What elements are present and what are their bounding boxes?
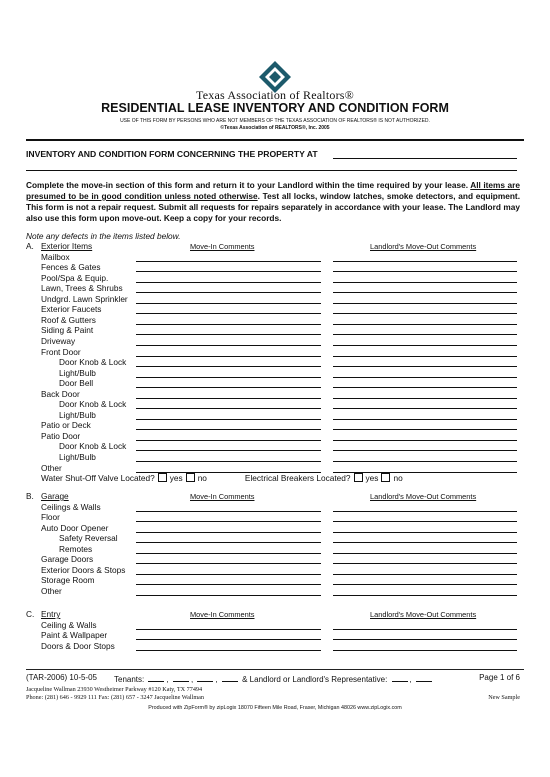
initials-row [114, 673, 434, 684]
inventory-item-label: Floor [41, 512, 60, 523]
inventory-item-label: Back Door [41, 388, 80, 399]
inventory-item-label: Ceilings & Walls [41, 501, 101, 512]
move-out-comment-field[interactable] [333, 377, 517, 378]
yes-label: yes [365, 473, 379, 484]
inventory-item-label: Driveway [41, 335, 76, 346]
inventory-item-label: Exterior Doors & Stops [41, 564, 126, 575]
tenants-label: Tenants: [114, 675, 145, 684]
inventory-item-label: Auto Door Opener [41, 522, 109, 533]
move-in-comment-field[interactable] [136, 574, 321, 575]
inventory-item-label: Light/Bulb [59, 409, 96, 420]
move-out-comment-field[interactable] [333, 629, 517, 630]
move-in-comment-field[interactable] [136, 408, 321, 409]
inventory-item-label: Exterior Faucets [41, 304, 102, 315]
move-in-comment-field[interactable] [136, 345, 321, 346]
inventory-item-label: Storage Room [41, 575, 95, 586]
move-out-column-header: Landlord's Move-Out Comments [370, 492, 477, 501]
landlord-initial-2[interactable] [416, 673, 432, 682]
footer-divider [26, 669, 524, 670]
move-out-column-header: Landlord's Move-Out Comments [370, 242, 477, 251]
inventory-item-label: Door Knob & Lock [59, 357, 127, 368]
move-out-comment-field[interactable] [333, 440, 517, 441]
inventory-item-label: Patio Door [41, 430, 81, 441]
move-in-column-header: Move-In Comments [190, 610, 255, 619]
move-out-comment-field[interactable] [333, 553, 517, 554]
move-in-column-header: Move-In Comments [190, 242, 255, 251]
move-out-comment-field[interactable] [333, 532, 517, 533]
inventory-item-label: Door Bell [59, 378, 94, 389]
move-in-comment-field[interactable] [136, 398, 321, 399]
move-out-comment-field[interactable] [333, 356, 517, 357]
move-in-comment-field[interactable] [136, 553, 321, 554]
inventory-item-label: Lawn, Trees & Shrubs [41, 283, 123, 294]
move-in-comment-field[interactable] [136, 271, 321, 272]
move-out-comment-field[interactable] [333, 429, 517, 430]
move-out-comment-field[interactable] [333, 511, 517, 512]
section-title: Entry [41, 609, 61, 619]
form-id: (TAR-2006) 10-5-05 [26, 673, 97, 682]
inventory-item-label: Other [41, 585, 62, 596]
move-in-comment-field[interactable] [136, 282, 321, 283]
move-in-comment-field[interactable] [136, 377, 321, 378]
move-out-comment-field[interactable] [333, 282, 517, 283]
form-title: RESIDENTIAL LEASE INVENTORY AND CONDITION FORM [101, 101, 449, 115]
sep-4: , [409, 675, 412, 684]
water-yes-checkbox[interactable] [158, 473, 167, 482]
move-in-column-header: Move-In Comments [190, 492, 255, 501]
inventory-item-label: Safety Reversal [59, 533, 118, 544]
inventory-item-label: Garage Doors [41, 554, 94, 565]
water-no-checkbox[interactable] [186, 473, 195, 482]
move-out-comment-field[interactable] [333, 584, 517, 585]
inventory-item-label: Patio or Deck [41, 420, 91, 431]
tenant-initial-2[interactable] [173, 673, 189, 682]
tenant-initial-3[interactable] [197, 673, 213, 682]
move-in-comment-field[interactable] [136, 440, 321, 441]
move-in-comment-field[interactable] [136, 511, 321, 512]
move-in-comment-field[interactable] [136, 450, 321, 451]
move-in-comment-field[interactable] [136, 629, 321, 630]
section-title: Garage [41, 491, 69, 501]
yes-label: yes [169, 473, 183, 484]
move-out-comment-field[interactable] [333, 345, 517, 346]
move-in-comment-field[interactable] [136, 461, 321, 462]
inventory-item-label: Other [41, 462, 62, 473]
move-out-comment-field[interactable] [333, 387, 517, 388]
move-in-comment-field[interactable] [136, 639, 321, 640]
inventory-item-label: Light/Bulb [59, 452, 96, 462]
move-out-comment-field[interactable] [333, 366, 517, 367]
breakers-yes-checkbox[interactable] [354, 473, 363, 482]
move-in-comment-field[interactable] [136, 313, 321, 314]
move-out-comment-field[interactable] [333, 334, 517, 335]
instructions-paragraph: Complete the move-in section of this form and return it to your Landlord within the time required by your lease. All items are presumed to be in good condition unless noted otherwise. Test all locks, window latches, smoke detectors, and equipment. This form is not a repair request. Submit all requests for repairs separately in accordance with your lease. The Landlord may also use this form upon move-out. Keep a copy for your records. [26, 180, 520, 223]
move-out-comment-field[interactable] [333, 398, 517, 399]
inventory-item-label: Roof & Gutters [41, 314, 96, 325]
move-out-comment-field[interactable] [333, 303, 517, 304]
move-out-comment-field[interactable] [333, 542, 517, 543]
inventory-item-label: Door Knob & Lock [59, 441, 127, 452]
section-letter: B. [26, 491, 34, 501]
broker-line-2: Phone: (281) 646 - 9929 111 Fax: (281) 657 - 3247 Jacqueline Wallman [26, 694, 204, 701]
move-in-comment-field[interactable] [136, 356, 321, 357]
move-in-comment-field[interactable] [136, 334, 321, 335]
move-in-comment-field[interactable] [136, 532, 321, 533]
defects-note: Note any defects in the items listed below. [26, 231, 181, 241]
inventory-item-label: Front Door [41, 346, 81, 357]
move-out-comment-field[interactable] [333, 419, 517, 420]
copyright-notice: ©Texas Association of REALTORS®, Inc. 2005 [220, 125, 330, 131]
move-in-comment-field[interactable] [136, 324, 321, 325]
move-in-comment-field[interactable] [136, 261, 321, 262]
move-in-comment-field[interactable] [136, 292, 321, 293]
usage-notice: USE OF THIS FORM BY PERSONS WHO ARE NOT MEMBERS OF THE TEXAS ASSOCIATION OF REALTORS® IS NOT AUTHORIZED. [120, 118, 430, 124]
move-in-comment-field[interactable] [136, 650, 321, 651]
move-in-comment-field[interactable] [136, 542, 321, 543]
move-out-comment-field[interactable] [333, 563, 517, 564]
inventory-item-label: Doors & Door Stops [41, 640, 115, 651]
inventory-item-label: Undgrd. Lawn Sprinkler [41, 293, 128, 304]
move-out-comment-field[interactable] [333, 450, 517, 451]
no-label: no [393, 473, 403, 484]
sep-2: , [190, 675, 194, 684]
move-out-comment-field[interactable] [333, 292, 517, 293]
section-title: Exterior Items [41, 241, 93, 251]
move-in-comment-field[interactable] [136, 303, 321, 304]
move-out-comment-field[interactable] [333, 595, 517, 596]
property-address-field[interactable] [333, 158, 517, 159]
inventory-item-label: Door Knob & Lock [59, 399, 127, 410]
inventory-item-label: Paint & Wallpaper [41, 630, 108, 641]
section-letter: A. [26, 241, 34, 251]
header-divider [26, 139, 524, 141]
sep-3: , [215, 675, 218, 684]
inventory-item-label: Pool/Spa & Equip. [41, 272, 109, 283]
move-in-comment-field[interactable] [136, 387, 321, 388]
move-out-comment-field[interactable] [333, 521, 517, 522]
page-number: Page 1 of 6 [479, 673, 520, 682]
inventory-item-label: Mailbox [41, 251, 70, 262]
move-in-comment-field[interactable] [136, 429, 321, 430]
tenant-initial-1[interactable] [148, 673, 164, 682]
inventory-item-label: Remotes [59, 543, 93, 554]
electrical-breakers-question: Electrical Breakers Located? [244, 473, 351, 484]
move-out-comment-field[interactable] [333, 271, 517, 272]
move-out-comment-field[interactable] [333, 261, 517, 262]
broker-info [26, 686, 204, 702]
no-label: no [197, 473, 207, 484]
move-in-comment-field[interactable] [136, 366, 321, 367]
landlord-label: & Landlord or Landlord's Representative: [242, 675, 388, 684]
sep-1: , [166, 675, 169, 684]
move-out-comment-field[interactable] [333, 650, 517, 651]
section-letter: C. [26, 609, 35, 619]
water-shutoff-question: Water Shut-Off Valve Located? [41, 473, 155, 484]
move-in-comment-field[interactable] [136, 563, 321, 564]
tenant-initial-4[interactable] [222, 673, 238, 682]
inventory-item-label: Light/Bulb [59, 367, 96, 378]
breakers-no-checkbox[interactable] [381, 473, 390, 482]
move-out-comment-field[interactable] [333, 324, 517, 325]
move-in-comment-field[interactable] [136, 595, 321, 596]
move-out-comment-field[interactable] [333, 461, 517, 462]
property-address-field-2[interactable] [26, 170, 517, 171]
property-concerning-label: INVENTORY AND CONDITION FORM CONCERNING THE PROPERTY AT [26, 149, 318, 159]
move-in-comment-field[interactable] [136, 584, 321, 585]
move-in-comment-field[interactable] [136, 521, 321, 522]
move-in-comment-field[interactable] [136, 419, 321, 420]
broker-line-1: Jacqueline Wallman 23930 Westheimer Parkway #120 Katy, TX 77494 [26, 686, 203, 693]
move-out-comment-field[interactable] [333, 408, 517, 409]
inventory-item-label: Ceiling & Walls [41, 619, 97, 630]
move-out-comment-field[interactable] [333, 639, 517, 640]
zipform-credit: Produced with ZipForm® by zipLogix 18070 Fifteen Mile Road, Fraser, Michigan 48026 www.zipLogix.com [148, 705, 402, 711]
move-out-comment-field[interactable] [333, 313, 517, 314]
move-out-comment-field[interactable] [333, 574, 517, 575]
inventory-item-label: Fences & Gates [41, 262, 101, 273]
landlord-initial-1[interactable] [392, 673, 408, 682]
sample-label: New Sample [488, 694, 520, 701]
move-out-column-header: Landlord's Move-Out Comments [370, 610, 477, 619]
organization-name: Texas Association of Realtors® [196, 88, 354, 102]
location-questions-row [41, 473, 403, 483]
inventory-item-label: Siding & Paint [41, 325, 94, 336]
